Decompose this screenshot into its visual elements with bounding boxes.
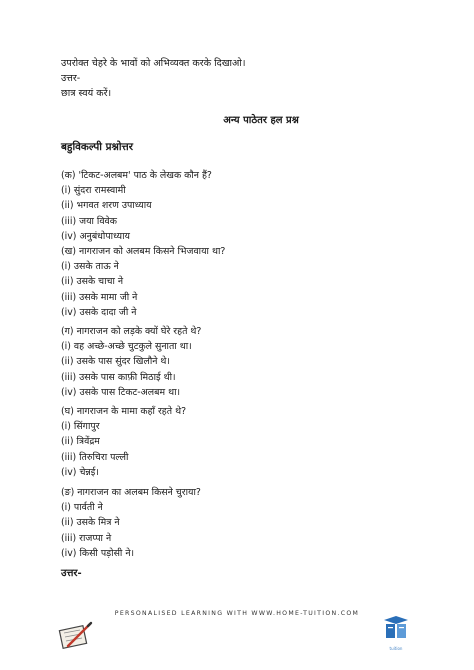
mcq-subheading: बहुविकल्पी प्रश्नोत्तर — [61, 141, 133, 153]
option-3: (iii) जया विवेक — [61, 215, 117, 227]
option-2: (ii) उसके पास सुंदर खिलौने थे। — [61, 356, 170, 368]
question-block-3 — [61, 324, 201, 400]
option-1: (i) सिंगापुर — [61, 421, 100, 433]
question-text: (ख) नागराजन को अलबम किसने भिजवाया था? — [61, 246, 226, 257]
book-pen-icon — [58, 620, 94, 650]
option-1: (i) सुंदरा रामस्वामी — [61, 185, 126, 197]
intro-answer-text: छात्र स्वयं करें। — [61, 88, 112, 99]
option-3: (iii) तिरुचिरा पल्ली — [61, 451, 129, 463]
question-block-1 — [61, 168, 212, 244]
intro-block — [61, 56, 246, 101]
question-block-2 — [61, 244, 225, 320]
question-text: (ङ) नागराजन का अलबम किसने चुराया? — [61, 487, 201, 498]
option-3: (iii) राजप्पा ने — [61, 532, 112, 544]
option-2: (ii) त्रिवेंद्रम — [61, 436, 100, 448]
option-2: (ii) उसके चाचा ने — [61, 276, 124, 288]
question-text: (ग) नागराजन को लड़के क्यों घेरे रहते थे? — [61, 326, 202, 337]
option-4: (iv) किसी पड़ोसी ने। — [61, 547, 135, 559]
option-1: (i) पार्वती ने — [61, 502, 103, 514]
logo-caption: tuition — [389, 646, 403, 651]
option-1: (i) उसके ताऊ ने — [61, 261, 119, 273]
option-2: (ii) भगवत शरण उपाध्याय — [61, 200, 152, 212]
option-4: (iv) उसके दादा जी ने — [61, 306, 137, 318]
intro-answer-label: उत्तर- — [61, 73, 81, 84]
option-3: (iii) उसके पास काफ़ी मिठाई थी। — [61, 371, 176, 383]
option-3: (iii) उसके मामा जी ने — [61, 291, 138, 303]
question-block-5 — [61, 485, 201, 561]
tutor-logo-icon — [380, 614, 412, 650]
question-block-4 — [61, 404, 186, 480]
question-text: (घ) नागराजन के मामा कहाँ रहते थे? — [61, 406, 187, 417]
footer-tagline: PERSONALISED LEARNING WITH WWW.HOME-TUITION.COM — [114, 610, 360, 617]
option-4: (iv) अनुबंधोपाध्याय — [61, 230, 130, 242]
intro-question: उपरोक्त चेहरे के भावों को अभिव्यक्त करके दिखाओ। — [61, 58, 246, 69]
question-text: (क) 'टिकट-अलबम' पाठ के लेखक कौन हैं? — [61, 170, 212, 181]
option-4: (iv) उसके पास टिकट-अलबम था। — [61, 386, 181, 398]
option-2: (ii) उसके मित्र ने — [61, 517, 120, 529]
option-4: (iv) चेन्नई। — [61, 466, 99, 478]
option-1: (i) वह अच्छे-अच्छे चुटकुले सुनाता था। — [61, 341, 192, 353]
answer-heading: उत्तर- — [61, 568, 82, 579]
section-heading: अन्य पाठेतर हल प्रश्न — [223, 115, 299, 126]
